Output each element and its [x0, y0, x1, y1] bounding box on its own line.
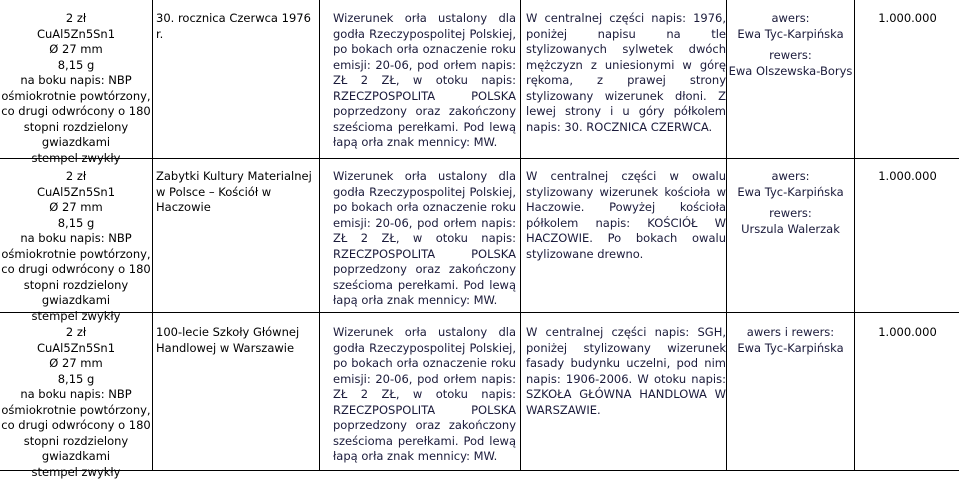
spec-line: co drugi odwrócony o 180 — [0, 262, 152, 278]
spec-line: 2 zł — [0, 325, 152, 341]
spec-line: ośmiokrotnie powtórzony, — [0, 403, 152, 419]
spec-line: stempel zwykły — [0, 309, 152, 325]
spec-line: gwiazdkami — [0, 293, 152, 309]
designer-name: Urszula Walerzak — [728, 222, 853, 238]
reverse-description: W centralnej części napis: SGH, poniżej stylizowany wizerunek fasady budynku uczelni, pod nim napis: 1906-2006. W otoku napis: SZKOŁA GŁÓWNA HANDLOWA W WARSZAWIE. — [526, 325, 726, 418]
spec-line: stopni rozdzielony — [0, 434, 152, 450]
coin-subject: 30. rocznica Czerwca 1976 r. — [156, 11, 316, 42]
designer-label: awers i rewers: — [728, 325, 853, 341]
obverse-description: Wizerunek orła ustalony dla godła Rzeczypospolitej Polskiej, po bokach orła oznaczenie roku emisji: 20-06, pod orłem napis: ZŁ 2 ZŁ, w otoku napis: RZECZPOSPOLITA POLSKA poprzedzony oraz zakończony sześcioma perełkami. Pod lewą łapą orła znak mennicy: MW. — [333, 325, 516, 465]
table-rule-col-c — [520, 0, 521, 471]
spec-line: ośmiokrotnie powtórzony, — [0, 247, 152, 263]
obverse-description: Wizerunek orła ustalony dla godła Rzeczypospolitej Polskiej, po bokach orła oznaczenie roku emisji: 20-06, pod orłem napis: ZŁ 2 ZŁ, w otoku napis: RZECZPOSPOLITA POLSKA poprzedzony oraz zakończony sześcioma perełkami. Pod lewą łapą orła znak mennicy: MW. — [333, 169, 516, 309]
designer-name: Ewa Tyc-Karpińska — [728, 27, 853, 43]
designers — [728, 325, 853, 356]
spec-line: 8,15 g — [0, 372, 152, 388]
designers — [728, 11, 853, 79]
designer-label: awers: — [728, 169, 853, 185]
spec-line: CuAl5Zn5Sn1 — [0, 27, 152, 43]
reverse-description: W centralnej części w owalu stylizowany wizerunek kościoła w Haczowie. Powyżej kościoła półkolem napis: KOŚCIÓŁ W HACZOWIE. Po bokach owalu stylizowane drewno. — [526, 169, 726, 262]
spec-line: CuAl5Zn5Sn1 — [0, 185, 152, 201]
spec-line: Ø 27 mm — [0, 42, 152, 58]
spec-line: ośmiokrotnie powtórzony, — [0, 89, 152, 105]
spec-line: 8,15 g — [0, 58, 152, 74]
spec-line: 2 zł — [0, 11, 152, 27]
spec-line: gwiazdkami — [0, 449, 152, 465]
coin-specs — [0, 11, 152, 166]
spec-line: stopni rozdzielony — [0, 120, 152, 136]
mintage: 1.000.000 — [856, 11, 959, 27]
spec-line: co drugi odwrócony o 180 — [0, 418, 152, 434]
designer-name: Ewa Tyc-Karpińska — [728, 185, 853, 201]
coin-subject: Zabytki Kultury Materialnej w Polsce – Kościół w Haczowie — [156, 169, 316, 216]
table-rule-col-a — [152, 0, 153, 471]
spec-line: stopni rozdzielony — [0, 278, 152, 294]
designers — [728, 169, 853, 237]
spec-line: stempel zwykły — [0, 465, 152, 480]
designer-label: rewers: — [728, 48, 853, 64]
spec-line: CuAl5Zn5Sn1 — [0, 341, 152, 357]
spec-line: Ø 27 mm — [0, 200, 152, 216]
spec-line: stempel zwykły — [0, 151, 152, 167]
mintage: 1.000.000 — [856, 169, 959, 185]
coin-specs — [0, 169, 152, 324]
designer-label: awers: — [728, 11, 853, 27]
obverse-description: Wizerunek orła ustalony dla godła Rzeczypospolitej Polskiej, po bokach orła oznaczenie roku emisji: 20-06, pod orłem napis: ZŁ 2 ZŁ, w otoku napis: RZECZPOSPOLITA POLSKA poprzedzony oraz zakończony sześcioma perełkami. Pod lewą łapą orła znak mennicy: MW. — [333, 11, 516, 151]
spec-line: na boku napis: NBP — [0, 231, 152, 247]
coin-specs — [0, 325, 152, 480]
designer-name: Ewa Tyc-Karpińska — [728, 341, 853, 357]
spec-line: 2 zł — [0, 169, 152, 185]
spec-line: 8,15 g — [0, 216, 152, 232]
spec-line: na boku napis: NBP — [0, 73, 152, 89]
table-rule-col-b — [319, 0, 320, 471]
reverse-description: W centralnej części napis: 1976, poniżej napisu na tle stylizowanych sylwetek dwóch mężczyzn z uniesionymi w górę rękoma, z prawej strony stylizowany wizerunek dłoni. Z lewej strony i u góry półkolem napis: 30. ROCZNICA CZERWCA. — [526, 11, 726, 135]
table-rule-col-e — [854, 0, 855, 471]
spec-line: gwiazdkami — [0, 135, 152, 151]
table-rule-col-d — [726, 0, 727, 471]
spec-line: Ø 27 mm — [0, 356, 152, 372]
coin-subject: 100-lecie Szkoły Głównej Handlowej w Warszawie — [156, 325, 316, 356]
designer-label: rewers: — [728, 206, 853, 222]
spec-line: co drugi odwrócony o 180 — [0, 104, 152, 120]
mintage: 1.000.000 — [856, 325, 959, 341]
spec-line: na boku napis: NBP — [0, 387, 152, 403]
designer-name: Ewa Olszewska-Borys — [728, 64, 853, 80]
